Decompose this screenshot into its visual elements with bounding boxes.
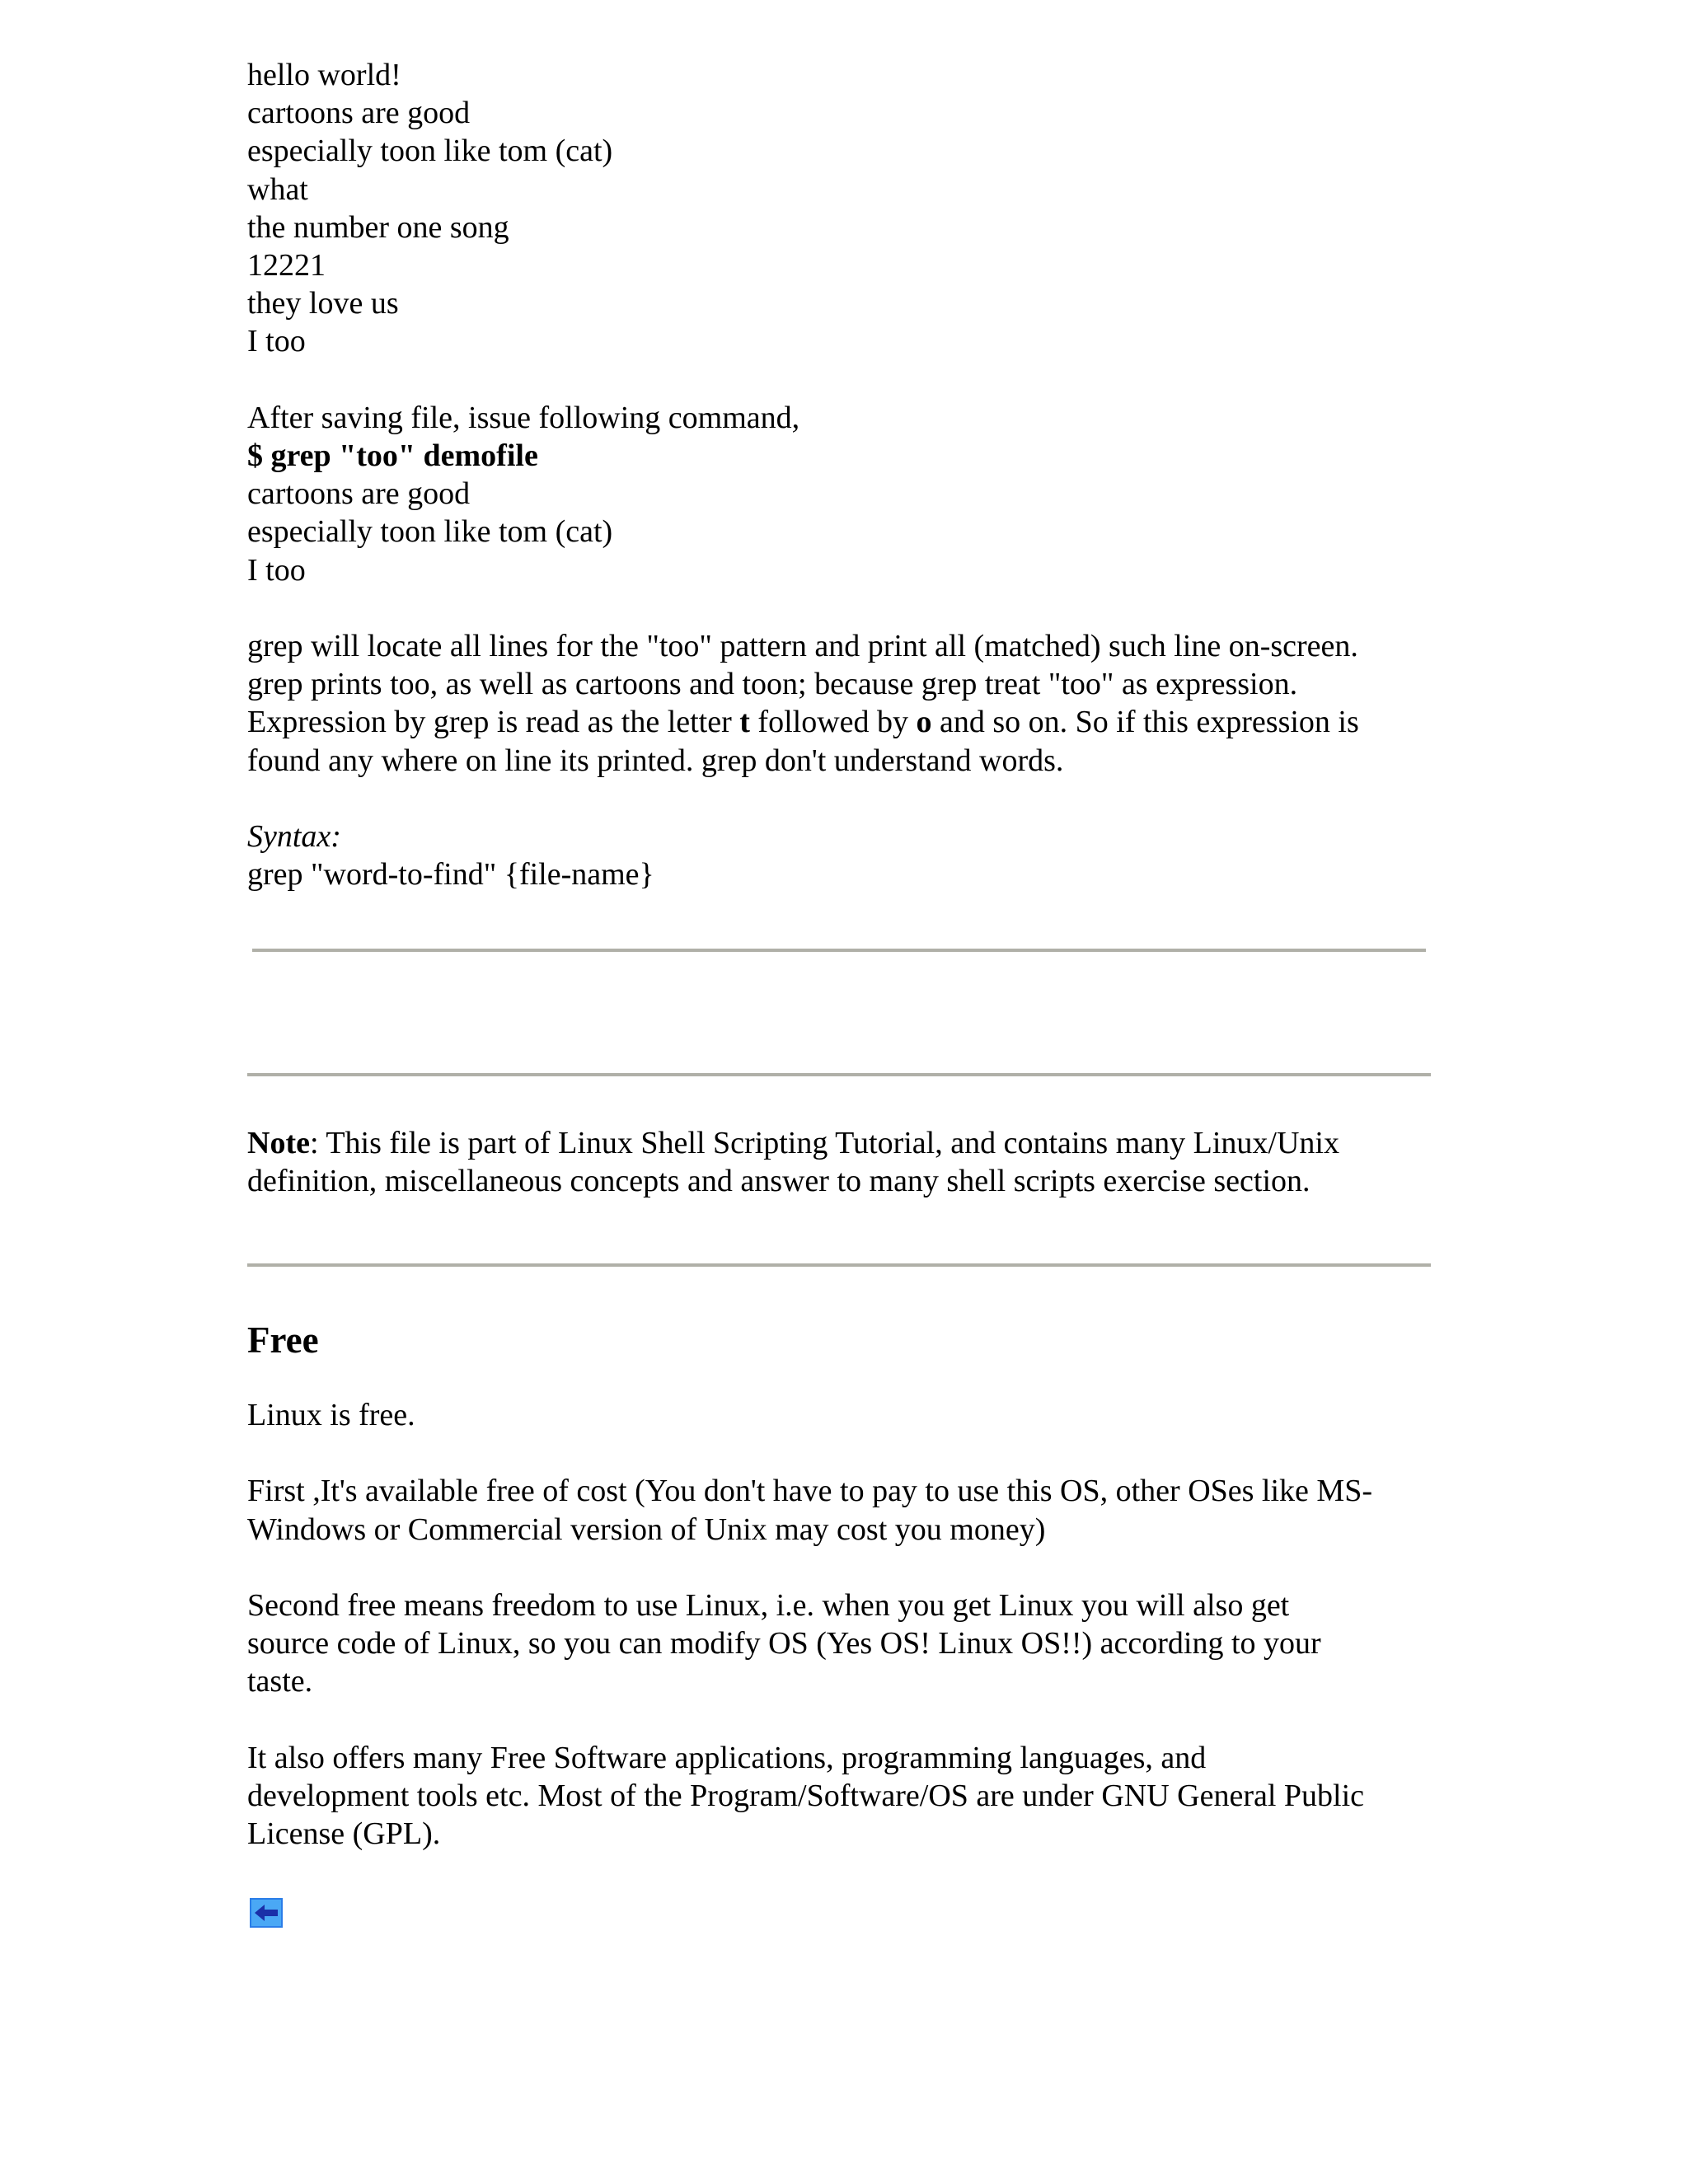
divider-rule — [252, 949, 1426, 952]
output-line: especially toon like tom (cat) — [247, 514, 613, 550]
free-paragraph: Windows or Commercial version of Unix may cost you money) — [247, 1511, 1046, 1547]
file-line: hello world! — [247, 58, 401, 92]
file-line: especially toon like tom (cat) — [247, 134, 613, 169]
file-line: I too — [247, 324, 306, 359]
file-line: they love us — [247, 286, 399, 321]
file-line: cartoons are good — [247, 96, 471, 131]
free-paragraph: source code of Linux, so you can modify OS (Yes OS! Linux OS!!) according to your — [247, 1626, 1321, 1661]
free-paragraph: First ,It's available free of cost (You don't have to pay to use this OS, other OSes like MS- — [247, 1474, 1372, 1509]
syntax-value: grep "word-to-find" {file-name} — [247, 857, 654, 893]
free-paragraph: License (GPL). — [247, 1816, 441, 1852]
divider-rule — [247, 1263, 1431, 1267]
back-arrow-icon[interactable] — [250, 1898, 283, 1928]
note-block — [247, 1124, 1451, 1200]
free-paragraph: development tools etc. Most of the Program/Software/OS are under GNU General Public — [247, 1778, 1365, 1813]
note-text: definition, miscellaneous concepts and answer to many shell scripts exercise section. — [247, 1164, 1311, 1199]
output-line: cartoons are good — [247, 476, 471, 512]
note-label: Note — [247, 1126, 310, 1160]
divider-rule — [247, 1073, 1431, 1076]
file-line: 12221 — [247, 248, 326, 284]
explanation-line: Expression by grep is read as the letter t followed by o and so on. So if this expression is — [247, 705, 1359, 740]
free-section — [247, 1396, 1451, 1853]
free-paragraph: taste. — [247, 1664, 313, 1699]
note-text: : This file is part of Linux Shell Scripting Tutorial, and contains many Linux/Unix — [309, 1126, 1339, 1160]
explanation-line: grep prints too, as well as cartoons and toon; because grep treat "too" as expression. — [247, 667, 1298, 702]
after-saving-text: After saving file, issue following command, — [247, 400, 800, 435]
file-line: what — [247, 171, 308, 207]
free-paragraph: Second free means freedom to use Linux, i.e. when you get Linux you will also get — [247, 1587, 1290, 1623]
section-heading-free: Free — [247, 1319, 319, 1361]
explanation-line: found any where on line its printed. grep don't understand words. — [247, 743, 1064, 778]
explanation-line: grep will locate all lines for the "too" pattern and print all (matched) such line on-screen. — [247, 629, 1358, 664]
output-line: I too — [247, 552, 306, 588]
file-line: the number one song — [247, 209, 509, 245]
free-paragraph: It also offers many Free Software applications, programming languages, and — [247, 1740, 1207, 1775]
grep-command: $ grep "too" demofile — [247, 438, 538, 474]
tutorial-body — [247, 56, 1451, 893]
syntax-label: Syntax: — [247, 819, 341, 855]
free-paragraph: Linux is free. — [247, 1398, 415, 1432]
